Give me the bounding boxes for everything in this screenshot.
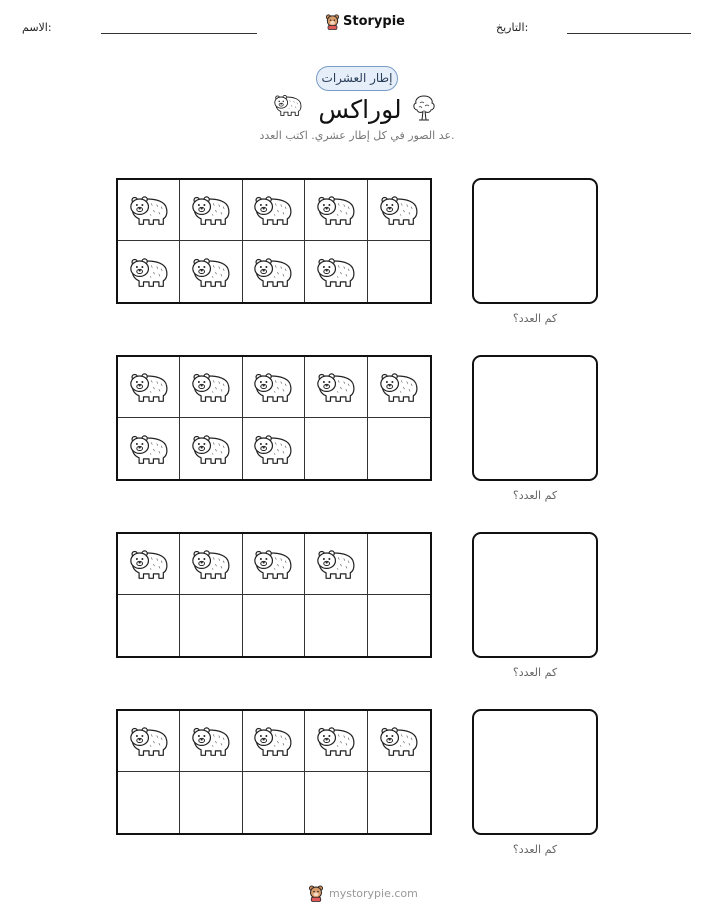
- bear-icon: [189, 370, 233, 404]
- count-question: كم العدد؟: [512, 843, 558, 856]
- ten-frame: [116, 178, 432, 304]
- ten-frame-cell: [243, 711, 305, 772]
- bear-icon: [189, 724, 233, 758]
- ten-frame-cell: [118, 595, 180, 656]
- name-label: الاسم:: [22, 21, 52, 34]
- ten-frame-cell: [243, 418, 305, 479]
- ten-frame-cell: [305, 711, 367, 772]
- bear-icon: [189, 547, 233, 581]
- bear-icon: [189, 255, 233, 289]
- count-question: كم العدد؟: [512, 666, 558, 679]
- bear-icon: [251, 724, 295, 758]
- bear-icon: [251, 547, 295, 581]
- answer-box[interactable]: [472, 355, 598, 481]
- brand-logo: [325, 13, 405, 30]
- ten-frame-cell: [305, 418, 367, 479]
- ten-frame-cell: [243, 357, 305, 418]
- ten-frame-cell: [368, 711, 430, 772]
- ten-frame-cell: [368, 357, 430, 418]
- bear-icon: [189, 432, 233, 466]
- ten-frame-cell: [118, 534, 180, 595]
- ten-frame: [116, 532, 432, 658]
- ten-frame-cell: [180, 711, 242, 772]
- ten-frame-cell: [368, 772, 430, 833]
- bear-icon: [127, 370, 171, 404]
- answer-box[interactable]: [472, 178, 598, 304]
- tree-icon: [411, 92, 437, 122]
- ten-frame-cell: [118, 711, 180, 772]
- ten-frame-cell: [368, 241, 430, 302]
- ten-frame-cell: [368, 534, 430, 595]
- ten-frame-cell: [118, 180, 180, 241]
- bear-mascot-icon: [325, 13, 340, 30]
- ten-frame-cell: [305, 772, 367, 833]
- ten-frame-cell: [180, 180, 242, 241]
- ten-frame-cell: [180, 357, 242, 418]
- bear-icon: [251, 432, 295, 466]
- bear-icon: [377, 724, 421, 758]
- ten-frame-cell: [118, 241, 180, 302]
- bear-icon: [127, 547, 171, 581]
- footer-url: mystorypie.com: [329, 886, 418, 900]
- bear-icon: [127, 255, 171, 289]
- ten-frame-cell: [305, 180, 367, 241]
- ten-frame-cell: [180, 241, 242, 302]
- ten-frame-cell: [305, 595, 367, 656]
- ten-frame-cell: [180, 595, 242, 656]
- ten-frame: [116, 709, 432, 835]
- footer: [308, 884, 418, 902]
- ten-frame-cell: [243, 772, 305, 833]
- ten-frame-cell: [243, 241, 305, 302]
- ten-frame-cell: [118, 357, 180, 418]
- bear-icon: [314, 255, 358, 289]
- ten-frame-cell: [243, 595, 305, 656]
- bear-mascot-icon: [308, 884, 324, 902]
- bear-icon: [251, 193, 295, 227]
- ten-frame-cell: [305, 534, 367, 595]
- bear-icon: [377, 193, 421, 227]
- worksheet-tag: إطار العشرات: [316, 66, 398, 91]
- count-question: كم العدد؟: [512, 489, 558, 502]
- bear-icon: [251, 255, 295, 289]
- bear-icon: [314, 370, 358, 404]
- bear-icon: [314, 547, 358, 581]
- count-question: كم العدد؟: [512, 312, 558, 325]
- date-label: التاريخ:: [496, 21, 529, 34]
- page-title: لوراكس: [318, 95, 402, 124]
- bear-icon: [189, 193, 233, 227]
- ten-frame: [116, 355, 432, 481]
- ten-frame-cell: [180, 418, 242, 479]
- bear-icon: [127, 724, 171, 758]
- ten-frame-cell: [368, 595, 430, 656]
- ten-frame-cell: [243, 180, 305, 241]
- bear-icon: [127, 432, 171, 466]
- bear-icon: [314, 193, 358, 227]
- ten-frame-cell: [368, 180, 430, 241]
- bear-icon: [127, 193, 171, 227]
- ten-frame-cell: [180, 534, 242, 595]
- bear-icon: [251, 370, 295, 404]
- instructions: عد الصور في كل إطار عشري. اكتب العدد.: [259, 129, 455, 142]
- ten-frame-cell: [118, 772, 180, 833]
- ten-frame-cell: [118, 418, 180, 479]
- date-line[interactable]: [567, 33, 691, 34]
- answer-box[interactable]: [472, 709, 598, 835]
- bear-icon: [314, 724, 358, 758]
- answer-box[interactable]: [472, 532, 598, 658]
- bear-icon: [377, 370, 421, 404]
- ten-frame-cell: [305, 357, 367, 418]
- bear-icon: [272, 93, 304, 117]
- ten-frame-cell: [243, 534, 305, 595]
- ten-frame-cell: [368, 418, 430, 479]
- brand-name: Storypie: [343, 14, 405, 29]
- ten-frame-cell: [180, 772, 242, 833]
- ten-frame-cell: [305, 241, 367, 302]
- name-line[interactable]: [101, 33, 257, 34]
